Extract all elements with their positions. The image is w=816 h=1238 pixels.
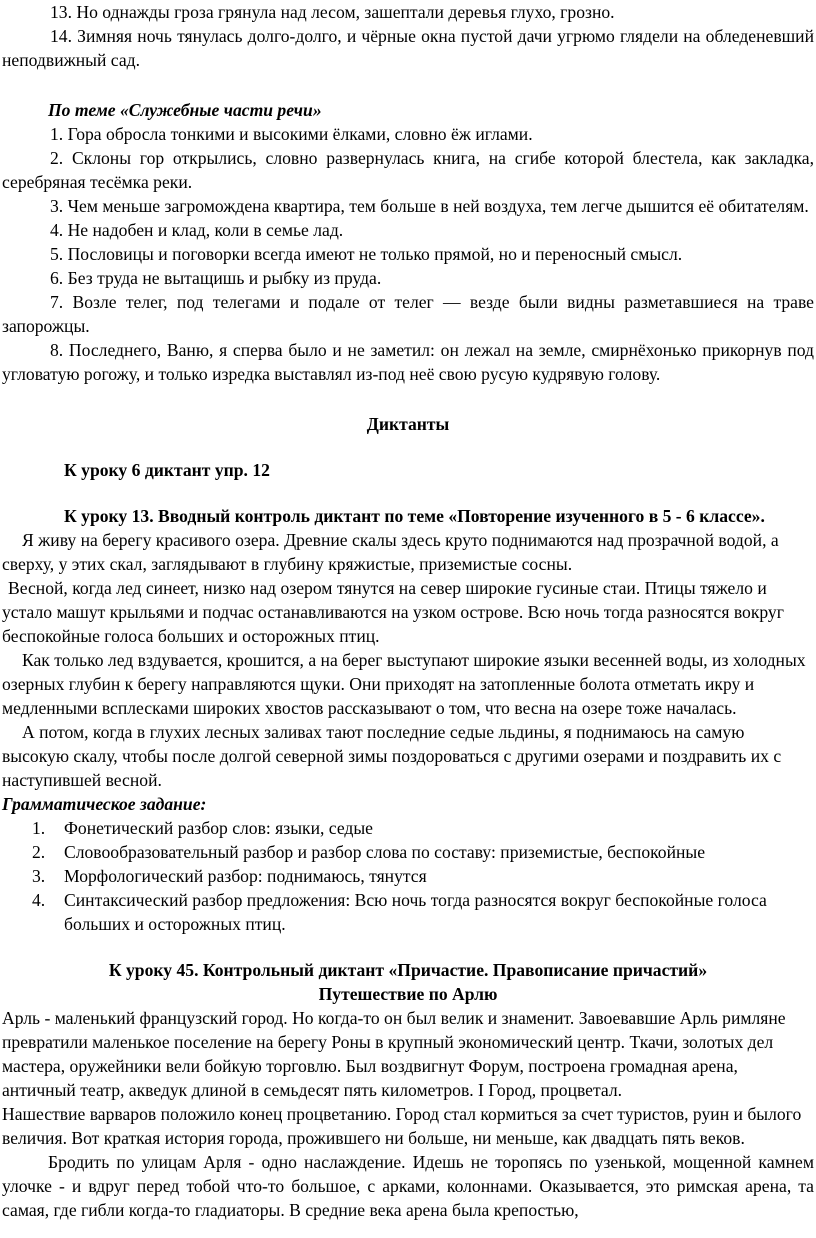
- lesson-13-paragraph-3: Как только лед вздувается, крошится, а на берег выступают широкие языки весенней воды, из холодных озерных глубин к берегу направляются щуки. Они приходят на затопленные болота отметать икру и медленными всплесками широких хвостов рассказывают о том, что весна на озере тоже началась.: [2, 650, 806, 718]
- lesson-45-subtitle: Путешествие по Арлю: [318, 984, 498, 1004]
- grammar-task-number: 4.: [32, 890, 46, 910]
- grammar-task-list: [2, 816, 814, 936]
- lesson-13-paragraph-2: Весной, когда лед синеет, низко над озером тянутся на север широкие гусиные стаи. Птицы тяжело и устало машут крыльями и подчас останавливаются на узком острове. Всю ночь тогда разносятся вокруг беспокойные голоса больших и осторожных птиц.: [2, 578, 784, 646]
- grammar-task-item: [32, 864, 814, 888]
- grammar-task-text: Словообразовательный разбор и разбор слова по составу: приземистые, беспокойные: [64, 842, 706, 862]
- service-sentence-2: 2. Склоны гор открылись, словно развернулась книга, на сгибе которой блестела, как закладка, серебряная тесёмка реки.: [2, 148, 814, 192]
- service-sentence-4: 4. Не надобен и клад, коли в семье лад.: [50, 220, 344, 240]
- lesson-6-heading: К уроку 6 диктант упр. 12: [64, 460, 270, 480]
- lesson-45-heading: К уроку 45. Контрольный диктант «Причастие. Правописание причастий»: [108, 960, 708, 980]
- grammar-task-text: Морфологический разбор: поднимаюсь, тянутся: [64, 866, 427, 886]
- grammar-task-heading: Грамматическое задание:: [2, 794, 207, 814]
- lesson-13-heading: К уроку 13. Вводный контроль диктант по теме «Повторение изученного в 5 - 6 классе».: [64, 506, 765, 526]
- service-sentence-3: 3. Чем меньше загромождена квартира, тем больше в ней воздуха, тем легче дышится её обитателям.: [50, 196, 809, 216]
- sentence-14: 14. Зимняя ночь тянулась долго-долго, и чёрные окна пустой дачи угрюмо глядели на обледеневший неподвижный сад.: [2, 26, 814, 70]
- grammar-task-text: Синтаксический разбор предложения: Всю ночь тогда разносятся вокруг беспокойные голоса больших и осторожных птиц.: [64, 890, 767, 934]
- lesson-13-paragraph-4: А потом, когда в глухих лесных заливах тают последние седые льдины, я поднимаюсь на самую высокую скалу, чтобы после долгой северной зимы поздороваться с другими озерами и поздравить их с наступившей весной.: [2, 722, 782, 790]
- grammar-task-item: [32, 840, 814, 864]
- lesson-45-paragraph-1: Арль - маленький французский город. Но когда-то он был велик и знаменит. Завоевавшие Арль римляне превратили маленькое поселение на берегу Роны в крупный экономический центр. Ткачи, золотых дел мастера, оружейники вели бойкую торговлю. Был воздвигнут Форум, построена громадная арена, античный театр, акведук длиной в семьдесят пять километров. I Город, процветал.: [2, 1008, 786, 1100]
- service-sentence-6: 6. Без труда не вытащишь и рыбку из пруда.: [50, 268, 382, 288]
- grammar-task-number: 1.: [32, 818, 46, 838]
- grammar-task-number: 2.: [32, 842, 46, 862]
- service-sentence-8: 8. Последнего, Ваню, я сперва было и не заметил: он лежал на земле, смирнёхонько прикорнув под угловатую рогожу, и только изредка выставлял из-под неё свою русую кудрявую голову.: [2, 340, 814, 384]
- section-title-service-parts: По теме «Служебные части речи»: [48, 100, 322, 120]
- lesson-45-paragraph-2: Нашествие варваров положило конец процветанию. Город стал кормиться за счет туристов, руин и былого величия. Вот краткая история города, прожившего ни больше, ни меньше, как двадцать пять веков.: [2, 1104, 802, 1148]
- grammar-task-item: [32, 816, 814, 840]
- service-sentence-1: 1. Гора обросла тонкими и высокими ёлками, словно ёж иглами.: [50, 124, 533, 144]
- lesson-13-paragraph-1: Я живу на берегу красивого озера. Древние скалы здесь круто поднимаются над прозрачной водой, а сверху, у этих скал, заглядывают в глубину кряжистые, приземистые сосны.: [2, 530, 779, 574]
- lesson-45-paragraph-3: Бродить по улицам Арля - одно наслаждение. Идешь не торопясь по узенькой, мощенной камнем улочке - и вдруг перед тобой что-то большое, с арками, колоннами. Оказывается, это римская арена, та самая, где гибли когда-то гладиаторы. В средние века арена была крепостью,: [2, 1152, 814, 1220]
- dictations-heading: Диктанты: [366, 414, 450, 434]
- service-sentence-5: 5. Пословицы и поговорки всегда имеют не только прямой, но и переносный смысл.: [50, 244, 683, 264]
- service-sentence-7: 7. Возле телег, под телегами и подале от телег — везде были видны разметавшиеся на траве запорожцы.: [2, 292, 814, 336]
- grammar-task-number: 3.: [32, 866, 46, 886]
- sentence-13: 13. Но однажды гроза грянула над лесом, зашептали деревья глухо, грозно.: [50, 2, 615, 22]
- grammar-task-text: Фонетический разбор слов: языки, седые: [64, 818, 373, 838]
- grammar-task-item: [32, 888, 814, 936]
